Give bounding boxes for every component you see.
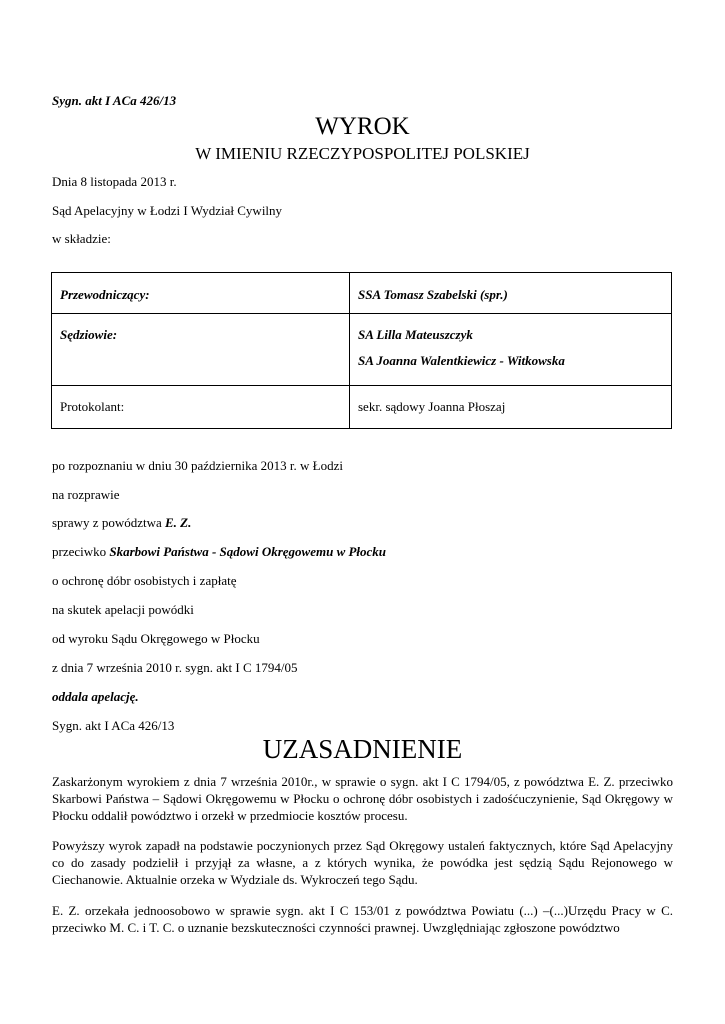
table-row xyxy=(52,314,672,386)
justification-paragraph: E. Z. orzekała jednoosobowo w sprawie sygn. akt I C 153/01 z powództwa Powiatu (...) –(...)Urzędu Pracy w C. przeciwko M. C. i T. C. o uznanie bezskuteczności czynności prawnej. Uwzględniając zgłoszone powództwo xyxy=(52,903,673,935)
clerk-label: Protokolant: xyxy=(52,386,350,429)
judge-name: SA Lilla Mateuszczyk xyxy=(358,327,473,342)
document-subtitle: W IMIENIU RZECZYPOSPOLITEJ POLSKIEJ xyxy=(195,144,530,163)
ruling-text: przeciwko xyxy=(52,544,110,559)
case-signature: Sygn. akt I ACa 426/13 xyxy=(52,93,177,108)
ruling-line xyxy=(52,515,191,531)
ruling-line: z dnia 7 września 2010 r. sygn. akt I C 1794/05 xyxy=(52,660,298,675)
document-title: WYROK xyxy=(315,113,410,140)
case-signature: Sygn. akt I ACa 426/13 xyxy=(52,718,175,733)
table-row xyxy=(52,273,672,314)
justification-paragraph: Zaskarżonym wyrokiem z dnia 7 września 2010r., w sprawie o sygn. akt I C 1794/05, z powództwa E. Z. przeciwko Skarbowi Państwa – Sądowi Okręgowemu w Płocku o ochronę dóbr osobistych i zadośćuczynienie, Sąd Okręgowy w Płocku oddalił powództwo i orzekł w przedmiocie kosztów procesu. xyxy=(52,774,673,823)
plaintiff-name: E. Z. xyxy=(165,515,192,530)
court-name: Sąd Apelacyjny w Łodzi I Wydział Cywilny xyxy=(52,203,283,218)
ruling-decision: oddala apelację. xyxy=(52,689,139,704)
judges-value xyxy=(350,314,672,386)
court-composition-table xyxy=(51,272,672,429)
chair-label: Przewodniczący: xyxy=(52,273,350,314)
defendant-name: Skarbowi Państwa - Sądowi Okręgowemu w Płocku xyxy=(109,544,387,559)
justification-title: UZASADNIENIE xyxy=(262,734,463,764)
judge-name: SA Joanna Walentkiewicz - Witkowska xyxy=(358,353,565,368)
clerk-value: sekr. sądowy Joanna Płoszaj xyxy=(350,386,672,429)
table-row xyxy=(52,386,672,429)
chair-value: SSA Tomasz Szabelski (spr.) xyxy=(350,273,672,314)
ruling-line: od wyroku Sądu Okręgowego w Płocku xyxy=(52,631,260,646)
judgment-date: Dnia 8 listopada 2013 r. xyxy=(52,174,177,189)
ruling-line xyxy=(52,544,386,560)
composition-label: w składzie: xyxy=(52,231,111,246)
ruling-line: o ochronę dóbr osobistych i zapłatę xyxy=(52,573,237,588)
ruling-line: na skutek apelacji powódki xyxy=(52,602,194,617)
judges-label: Sędziowie: xyxy=(52,314,350,386)
ruling-line: na rozprawie xyxy=(52,487,120,502)
justification-paragraph: Powyższy wyrok zapadł na podstawie poczynionych przez Sąd Okręgowy ustaleń faktycznych, które Sąd Apelacyjny co do zasady podzielił i przyjął za własne, a z których wynika, że powódka jest sędzią Sądu Rejonowego w Ciechanowie. Aktualnie orzeka w Wydziale ds. Wykroczeń tego Sądu. xyxy=(52,838,673,887)
ruling-text: sprawy z powództwa xyxy=(52,515,165,530)
ruling-line: po rozpoznaniu w dniu 30 października 2013 r. w Łodzi xyxy=(52,458,343,473)
